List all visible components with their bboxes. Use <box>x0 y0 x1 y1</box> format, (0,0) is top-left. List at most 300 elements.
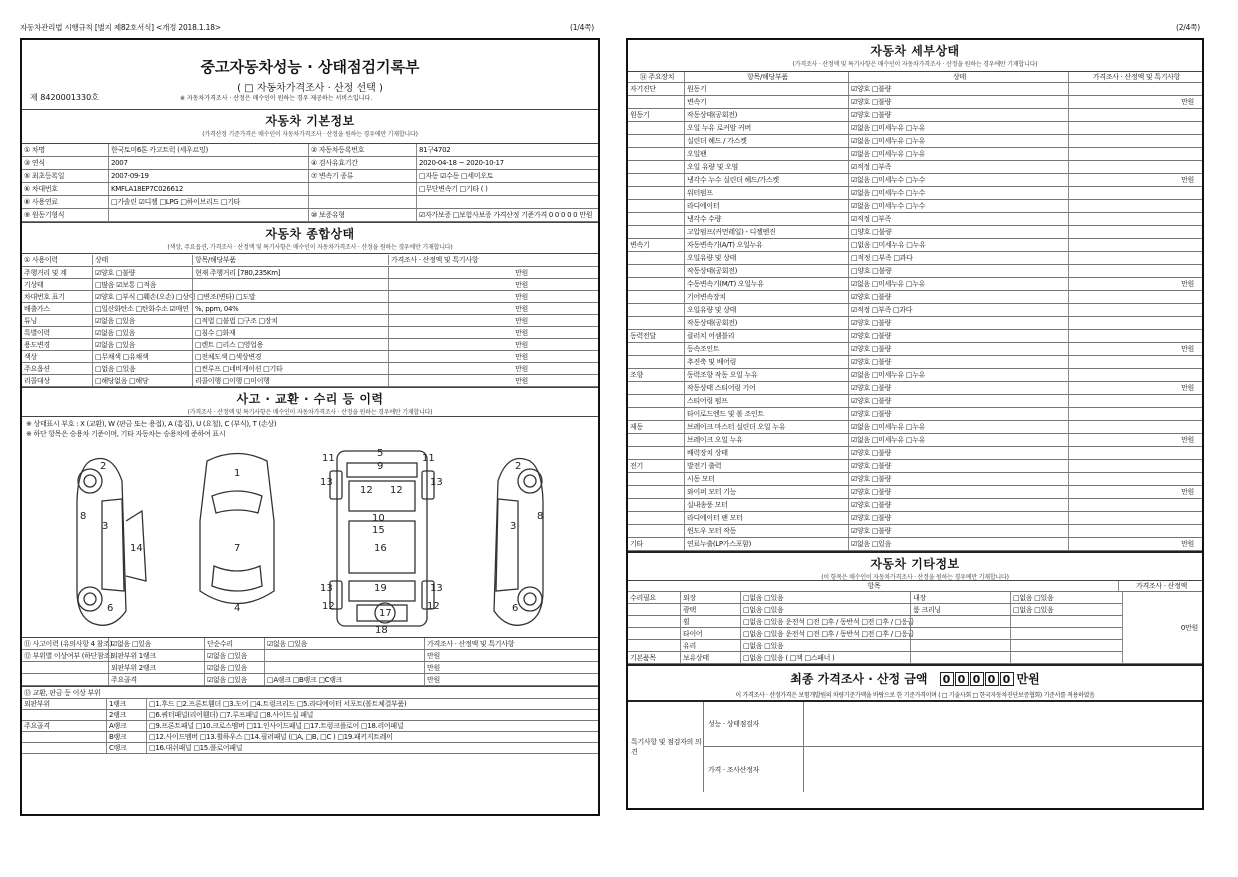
overall-status-row-cell: □무채색 □유채색 <box>92 351 192 362</box>
detail-row <box>628 538 1202 551</box>
detail-row-cell: 만원 <box>1068 382 1202 394</box>
detail-row-cell: ☑양호 □불량 <box>848 447 1068 459</box>
other-head-price: 가격조사 · 산정액 <box>1118 581 1202 591</box>
detail-row-cell: 타이로드엔드 및 볼 조인트 <box>684 408 848 420</box>
overall-status-row-cell: 튜닝 <box>24 316 37 325</box>
basic-info-row-cell: ③ 연식 <box>24 159 45 167</box>
detail-row <box>628 525 1202 538</box>
overall-status-row-cell: 리콜이행 □이행 □미이행 <box>192 375 388 386</box>
detail-row-cell: ☑없음 □미세누유 □누유 <box>848 434 1068 446</box>
car-underbody-view <box>330 451 434 626</box>
detail-row-cell <box>1068 109 1202 121</box>
parts-row <box>22 743 598 754</box>
detail-row-cell <box>628 395 684 407</box>
accident-table <box>22 637 598 686</box>
detail-row <box>628 161 1202 174</box>
detail-row <box>628 200 1202 213</box>
detail-row-cell: ☑없음 □미세누유 □누유 <box>848 278 1068 290</box>
detail-row-cell <box>1068 408 1202 420</box>
overall-status-row-cell: □전체도색 □색상변경 <box>192 351 388 362</box>
detail-row <box>628 265 1202 278</box>
basic-info-row-cell: □자동 ☑수동 □세미오토 <box>416 170 598 182</box>
svg-text:1: 1 <box>234 468 241 479</box>
detail-note: (가격조사 · 산정액 및 특기사항은 매수인이 자동차가격조사 · 산정을 원하는 경우에만 기재합니다) <box>792 61 1038 68</box>
detail-row <box>628 226 1202 239</box>
accident-row-cell: 만원 <box>424 662 598 673</box>
detail-head-cell: 상태 <box>848 72 1068 82</box>
final-price-digit: 0 <box>985 672 999 686</box>
detail-row-cell: 만원 <box>1068 486 1202 498</box>
other-info-row-cell: 기본품목 <box>630 653 656 662</box>
overall-status-row-cell: □썬루프 □네비게이션 □기타 <box>192 363 388 374</box>
detail-row-cell <box>628 135 684 147</box>
svg-text:3: 3 <box>510 521 517 532</box>
basic-info-row <box>22 144 598 157</box>
detail-row <box>628 447 1202 460</box>
parts-row <box>22 710 598 721</box>
svg-text:6: 6 <box>512 603 519 614</box>
detail-row-cell: 만원 <box>1068 96 1202 108</box>
detail-row-cell: 발전기 출력 <box>684 460 848 472</box>
final-price-block <box>628 664 1202 702</box>
other-info-row-cell <box>628 604 680 615</box>
appraiser-label: 가격 · 조사산정자 <box>704 747 804 792</box>
detail-row-cell: 브레이크 마스터 실린더 오일 누유 <box>684 421 848 433</box>
overall-status-row-cell: 배출가스 <box>24 304 50 313</box>
other-price: 0만원 <box>1122 592 1202 664</box>
detail-row <box>628 356 1202 369</box>
accident-row-cell <box>22 674 108 685</box>
other-info-header <box>628 551 1202 581</box>
accident-row-cell: ☑없음 □있음 <box>204 662 264 673</box>
other-info-row-cell: 광택 <box>680 604 740 615</box>
overall-status-row-cell: 특별이력 <box>24 328 50 337</box>
detail-row-cell <box>628 317 684 329</box>
parts-row-cell: 1랭크 <box>106 699 146 709</box>
svg-text:13: 13 <box>320 583 333 594</box>
detail-row-cell: 원동기 <box>684 83 848 95</box>
final-price-unit: 만원 <box>1016 672 1040 686</box>
detail-row <box>628 317 1202 330</box>
detail-row-cell <box>628 278 684 290</box>
overall-status-row <box>22 351 598 363</box>
detail-row-cell: 기타 <box>630 540 643 548</box>
svg-text:3: 3 <box>102 521 109 532</box>
detail-row-cell: ☑양호 □불량 <box>848 109 1068 121</box>
detail-row-cell: ☑없음 □미세누유 □누유 <box>848 135 1068 147</box>
other-info-row-cell: □없음 □있음 운전석 □전 □후 / 동반석 □전 □후 / □응급 <box>740 616 910 627</box>
overall-status-row-cell: 기상태 <box>24 280 44 289</box>
detail-row-cell <box>1068 213 1202 225</box>
detail-row <box>628 148 1202 161</box>
detail-row-cell <box>628 304 684 316</box>
detail-row-cell: □양호 □불량 <box>848 226 1068 238</box>
basic-info-row <box>22 183 598 196</box>
detail-head-cell: ⑭ 주요장치 <box>639 73 675 81</box>
detail-row-cell: ☑없음 □미세누유 □누유 <box>848 148 1068 160</box>
parts-row-cell: □9.프론트패널 □10.크로스멤버 □11.인사이드패널 □17.트렁크플로어 □18.리어패널 <box>146 721 598 731</box>
overall-status-row-cell: ☑양호 □불량 <box>92 267 192 278</box>
detail-row-cell: 자동변속기(A/T) 오일누유 <box>684 239 848 251</box>
parts-row-cell: 외판부위 <box>24 700 50 708</box>
parts-row-cell <box>22 732 106 742</box>
detail-row-cell: ☑양호 □불량 <box>848 291 1068 303</box>
other-info-note: (이 항목은 매수인이 자동차가격조사 · 산정을 원하는 경우에만 기재합니다) <box>821 574 1009 581</box>
overall-status-row-cell: 차대번호 표기 <box>24 292 65 301</box>
detail-row-cell: □양호 □불량 <box>848 265 1068 277</box>
detail-row-cell: 냉각수 수량 <box>684 213 848 225</box>
accident-row-cell: ☑없음 □있음 <box>204 650 264 661</box>
overall-status-row-cell: □해당없음 □해당 <box>92 375 192 386</box>
detail-row-cell: 만원 <box>1068 434 1202 446</box>
detail-row-cell: 오일유량 및 상태 <box>684 252 848 264</box>
detail-row-cell <box>628 161 684 173</box>
overall-head-row <box>22 254 598 267</box>
detail-row-cell: 작동상태(공회전) <box>684 317 848 329</box>
parts-row <box>22 721 598 732</box>
basic-info-table <box>22 144 598 222</box>
detail-header <box>628 40 1202 72</box>
detail-row-cell: 제동 <box>630 423 643 431</box>
overall-status-row-cell: 만원 <box>388 291 598 302</box>
detail-row-cell <box>1068 369 1202 381</box>
detail-row-cell <box>1068 161 1202 173</box>
overall-status-row-cell: ☑없음 □있음 <box>92 315 192 326</box>
svg-text:13: 13 <box>430 477 443 488</box>
other-info-row-cell: 유리 <box>680 640 740 651</box>
detail-row <box>628 213 1202 226</box>
detail-row-cell: 작동상태(공회전) <box>684 109 848 121</box>
basic-info-row-cell: 2007-09-19 <box>108 170 308 182</box>
basic-info-row-cell: ① 차명 <box>24 146 45 154</box>
detail-row-cell <box>628 252 684 264</box>
inspector-opinion-field[interactable] <box>804 702 1202 746</box>
detail-row-cell <box>628 512 684 524</box>
overall-status-row-cell: 용도변경 <box>24 340 50 349</box>
parts-table <box>22 699 598 754</box>
title-block <box>22 40 598 110</box>
basic-info-row-cell: ⑦ 변속기 종류 <box>308 170 416 182</box>
detail-row-cell <box>628 187 684 199</box>
accident-row <box>22 650 598 662</box>
svg-text:12: 12 <box>390 485 403 496</box>
detail-row-cell: ☑양호 □불량 <box>848 473 1068 485</box>
detail-row-cell: ☑양호 □불량 <box>848 330 1068 342</box>
overall-status-row <box>22 363 598 375</box>
detail-row <box>628 473 1202 486</box>
basic-info-row-cell: ⑤ 최초등록일 <box>24 172 65 180</box>
detail-row-cell: 냉각수 누수 실린더 헤드/가스켓 <box>684 174 848 186</box>
overall-status-row-cell: 만원 <box>388 267 598 278</box>
other-head-item: 항목 <box>867 582 881 590</box>
overall-status-row-cell: 만원 <box>388 375 598 386</box>
detail-row-cell: ☑없음 □미세누수 □누수 <box>848 200 1068 212</box>
overall-status-row <box>22 339 598 351</box>
basic-info-row-cell: 2007 <box>108 157 308 169</box>
parts-row-cell: B랭크 <box>106 732 146 742</box>
svg-text:8: 8 <box>537 511 544 522</box>
detail-row-cell: 연료누출(LP가스포함) <box>684 538 848 550</box>
detail-row-cell <box>628 382 684 394</box>
detail-row <box>628 343 1202 356</box>
overall-status-row-cell: %, ppm, 04% <box>192 303 388 314</box>
accident-row-cell: ☑없음 □있음 <box>108 638 204 649</box>
detail-row <box>628 83 1202 96</box>
other-info-row-cell <box>910 628 1010 639</box>
other-info-row-cell: □없음 □있음 ( □잭 □스패너 ) <box>740 652 910 663</box>
svg-text:11: 11 <box>422 453 435 464</box>
overall-status-row-cell: 만원 <box>388 351 598 362</box>
parts-row-cell <box>22 743 106 753</box>
overall-status-row-cell: 현재 주행거리 [780,235Km] <box>192 267 388 278</box>
other-info-table <box>628 592 1122 664</box>
svg-text:12: 12 <box>322 601 335 612</box>
svg-text:12: 12 <box>427 601 440 612</box>
overall-status-row <box>22 327 598 339</box>
detail-row-cell: 만원 <box>1068 538 1202 550</box>
detail-row-cell: 조향 <box>630 371 643 379</box>
detail-row <box>628 122 1202 135</box>
detail-row-cell <box>628 213 684 225</box>
detail-row-cell: 동력조향 작동 오일 누유 <box>684 369 848 381</box>
basic-info-row-cell: ⑩ 보증유형 <box>308 209 416 221</box>
overall-status-note: (색상, 주요옵션, 가격조사 · 산정액 및 특기사항은 매수인이 자동차가격조사 · 산정을 원하는 경우에만 기재합니다) <box>167 244 453 251</box>
detail-row-cell: 변속기 <box>630 241 650 249</box>
detail-row-cell: ☑양호 □불량 <box>848 499 1068 511</box>
accident-row <box>22 638 598 650</box>
detail-row-cell: 스티어링 펌프 <box>684 395 848 407</box>
other-info-row <box>628 640 1122 652</box>
detail-row-cell: 만원 <box>1068 343 1202 355</box>
detail-row-cell: 고압펌프(커먼레일) - 디젤엔진 <box>684 226 848 238</box>
overall-status-row-cell: 색상 <box>24 352 37 361</box>
detail-row-cell <box>1068 83 1202 95</box>
detail-row-cell: 라디에이터 <box>684 200 848 212</box>
detail-row-cell: 자기진단 <box>630 85 656 93</box>
accident-header <box>22 387 598 417</box>
detail-row-cell: ☑적정 □부족 <box>848 161 1068 173</box>
other-info-row-cell: □없음 □있음 <box>1010 592 1122 603</box>
accident-row-cell: 단순수리 <box>204 638 264 649</box>
detail-row-cell: 브레이크 오일 누유 <box>684 434 848 446</box>
other-info-row <box>628 604 1122 616</box>
overall-status-row <box>22 279 598 291</box>
accident-row-cell <box>22 662 108 673</box>
parts-row-cell: □12.사이드멤버 □13.휠하우스 □14.필러패널 (□A, □B, □C ) □19.패키지트레이 <box>146 732 598 742</box>
other-info-row-cell <box>910 652 1010 663</box>
other-info-row-cell: 휠 <box>680 616 740 627</box>
detail-row-cell <box>1068 122 1202 134</box>
detail-row-cell <box>1068 148 1202 160</box>
detail-row-cell <box>628 265 684 277</box>
basic-info-row-cell <box>108 209 308 221</box>
final-price-digit: 0 <box>970 672 984 686</box>
overall-status-table <box>22 254 598 387</box>
parts-row <box>22 732 598 743</box>
detail-row <box>628 135 1202 148</box>
svg-text:2: 2 <box>100 461 107 472</box>
parts-row-cell <box>22 710 106 720</box>
overall-status-row <box>22 315 598 327</box>
other-info-row-cell <box>1010 652 1122 663</box>
svg-text:18: 18 <box>375 625 388 636</box>
basic-info-header <box>22 110 598 144</box>
detail-row-cell: ☑양호 □불량 <box>848 83 1068 95</box>
detail-row-cell: 작동상태 스티어링 기어 <box>684 382 848 394</box>
other-info-row-cell: 내장 <box>910 592 1010 603</box>
overall-status-row <box>22 303 598 315</box>
svg-text:11: 11 <box>322 453 335 464</box>
page-1-sheet <box>20 38 600 816</box>
detail-row-cell <box>628 447 684 459</box>
detail-row-cell: 오일팬 <box>684 148 848 160</box>
detail-row-cell: 라디에이터 팬 모터 <box>684 512 848 524</box>
detail-row-cell <box>1068 473 1202 485</box>
detail-row-cell: 실린더 헤드 / 가스켓 <box>684 135 848 147</box>
other-info-row <box>628 652 1122 664</box>
basic-info-row-cell: ② 자동차등록번호 <box>308 144 416 156</box>
basic-info-row-cell: ⑥ 차대번호 <box>24 185 58 193</box>
overall-status-row-cell: 주행거리 및 계 <box>24 268 67 277</box>
accident-row-cell: 가격조사 · 산정액 및 특기사항 <box>424 638 598 649</box>
detail-row <box>628 395 1202 408</box>
detail-row-cell: 전기 <box>630 462 643 470</box>
appraiser-opinion-field[interactable] <box>804 747 1202 792</box>
detail-row-cell <box>1068 200 1202 212</box>
document-note: ※ 자동차가격조사 · 산정은 매수인이 원하는 경우 제공하는 서비스입니다. <box>180 95 373 102</box>
overall-status-row <box>22 375 598 387</box>
svg-text:10: 10 <box>372 513 385 524</box>
detail-row-cell: ☑없음 □미세누유 □누유 <box>848 421 1068 433</box>
detail-row-cell <box>628 473 684 485</box>
final-price-digit: 0 <box>940 672 954 686</box>
other-info-row <box>628 592 1122 604</box>
overall-status-row-cell: □렌트 □리스 □영업용 <box>192 339 388 350</box>
detail-row-cell <box>1068 187 1202 199</box>
accident-row-cell: 주요골격 <box>108 674 204 685</box>
other-info-row <box>628 628 1122 640</box>
parts-row-cell: □6.쿼터패널(리어휀더) □7.루프패널 □8.사이드실 패널 <box>146 710 598 720</box>
parts-row-cell: 2랭크 <box>106 710 146 720</box>
svg-text:2: 2 <box>515 461 522 472</box>
detail-row-cell: 오일 누유 로커암 커버 <box>684 122 848 134</box>
other-info-row-cell <box>628 616 680 627</box>
vehicle-diagram <box>22 441 598 637</box>
detail-row-cell: 작동상태(공회전) <box>684 265 848 277</box>
other-info-body <box>628 592 1202 664</box>
detail-row-cell <box>1068 265 1202 277</box>
basic-info-row-cell: □가솔린 ☑디젤 □LPG □하이브리드 □기타 <box>108 196 308 208</box>
detail-row-cell: ☑양호 □불량 <box>848 382 1068 394</box>
accident-row-cell: ⑪ 사고이력 (유의사항 4 참조) <box>24 639 113 648</box>
detail-row-cell <box>628 434 684 446</box>
detail-row-cell <box>1068 317 1202 329</box>
detail-row-cell <box>628 200 684 212</box>
detail-row <box>628 486 1202 499</box>
detail-row-cell: □없음 □미세누유 □누유 <box>848 239 1068 251</box>
special-notes-label: 특기사항 및 점검자의 의견 <box>628 702 704 792</box>
accident-row <box>22 662 598 674</box>
detail-row-cell: 원동기 <box>630 111 650 119</box>
svg-text:9: 9 <box>377 461 384 472</box>
detail-row-cell: ☑양호 □불량 <box>848 343 1068 355</box>
detail-row-cell: 등속조인트 <box>684 343 848 355</box>
detail-row-cell <box>628 174 684 186</box>
basic-info-row-cell: ⑧ 사용연료 <box>24 198 58 206</box>
passenger-car-note: ※ 하단 항목은 승용차 기준이며, 기타 자동차는 승용차에 준하여 표시 <box>26 430 226 438</box>
svg-text:17: 17 <box>379 608 392 619</box>
detail-table <box>628 72 1202 551</box>
detail-row-cell: 오일유량 및 상태 <box>684 304 848 316</box>
detail-row-cell: ☑없음 □있음 <box>848 538 1068 550</box>
detail-row-cell <box>628 148 684 160</box>
parts-title: ⑬ 교환, 판금 등 이상 부위 <box>24 688 101 697</box>
other-info-title: 자동차 기타정보 <box>870 557 960 571</box>
overall-status-row-cell <box>192 279 388 290</box>
detail-row <box>628 460 1202 473</box>
accident-row-cell: ⑫ 부위별 이상여부 (하단참조) <box>24 651 113 660</box>
overall-status-row-cell: □많음 ☑보통 □적음 <box>92 279 192 290</box>
svg-text:13: 13 <box>430 583 443 594</box>
accident-row-cell: 외판부위 1랭크 <box>108 650 204 661</box>
car-right-side-view <box>494 459 543 626</box>
detail-row-cell: 추진축 및 베어링 <box>684 356 848 368</box>
detail-row-cell: ☑양호 □불량 <box>848 317 1068 329</box>
basic-info-row <box>22 157 598 170</box>
accident-row-cell: 외판부위 2랭크 <box>108 662 204 673</box>
overall-status-row <box>22 291 598 303</box>
detail-row-cell: 클러치 어셈블리 <box>684 330 848 342</box>
detail-row-cell <box>1068 304 1202 316</box>
other-info-row-cell: □없음 □있음 운전석 □전 □후 / 동반석 □전 □후 / □응급 <box>740 628 910 639</box>
detail-row-cell <box>1068 226 1202 238</box>
status-code-note: ※ 상태표시 부호 : X (교환), W (판금 또는 용접), A (흠집), U (요철), C (부식), T (손상) <box>26 420 277 428</box>
basic-info-row-cell <box>308 196 416 208</box>
other-info-row-cell: 타이어 <box>680 628 740 639</box>
overall-head-cell: 상태 <box>92 255 192 265</box>
detail-row-cell: ☑적정 □부족 □과다 <box>848 304 1068 316</box>
other-info-row-cell: 룸 크리닝 <box>910 604 1010 615</box>
final-price-digits <box>940 672 1015 686</box>
detail-row-cell: ☑없음 □미세누수 □누수 <box>848 187 1068 199</box>
accident-row <box>22 674 598 686</box>
parts-row-cell: C랭크 <box>106 743 146 753</box>
detail-row-cell <box>628 499 684 511</box>
detail-row <box>628 499 1202 512</box>
accident-note: (가격조사 · 산정액 및 특기사항은 매수인이 자동차가격조사 · 산정을 원하는 경우에만 기재합니다) <box>187 409 433 416</box>
detail-row <box>628 174 1202 187</box>
detail-row-cell <box>628 408 684 420</box>
form-title: 중고자동차성능 · 상태점검기록부 <box>200 58 420 76</box>
overall-head-cell: 가격조사 · 산정액 및 특기사항 <box>388 255 598 265</box>
overall-status-title: 자동차 종합상태 <box>265 227 355 241</box>
basic-info-row-cell: 한국토미6톤 카고트럭 (세우르밍) <box>108 144 308 156</box>
detail-row-cell: 만원 <box>1068 278 1202 290</box>
detail-row-cell <box>1068 356 1202 368</box>
detail-row-cell <box>628 486 684 498</box>
detail-row-cell <box>1068 447 1202 459</box>
final-price-note: 이 가격조사 · 산정가격은 보험개발원의 차량기준가액을 바탕으로 한 기준가격이며 ( □ 기술사회 □ 한국자동차진단보증협회) 기준서를 적용하였음 <box>735 692 1095 699</box>
overall-status-header <box>22 222 598 254</box>
detail-row-cell <box>628 122 684 134</box>
final-price-digit: 0 <box>955 672 969 686</box>
detail-row-cell: ☑양호 □불량 <box>848 408 1068 420</box>
overall-status-row-cell: 주요옵션 <box>24 364 50 373</box>
detail-row <box>628 408 1202 421</box>
svg-text:14: 14 <box>130 543 143 554</box>
other-info-row-cell <box>628 628 680 639</box>
other-info-row-cell <box>910 616 1010 627</box>
